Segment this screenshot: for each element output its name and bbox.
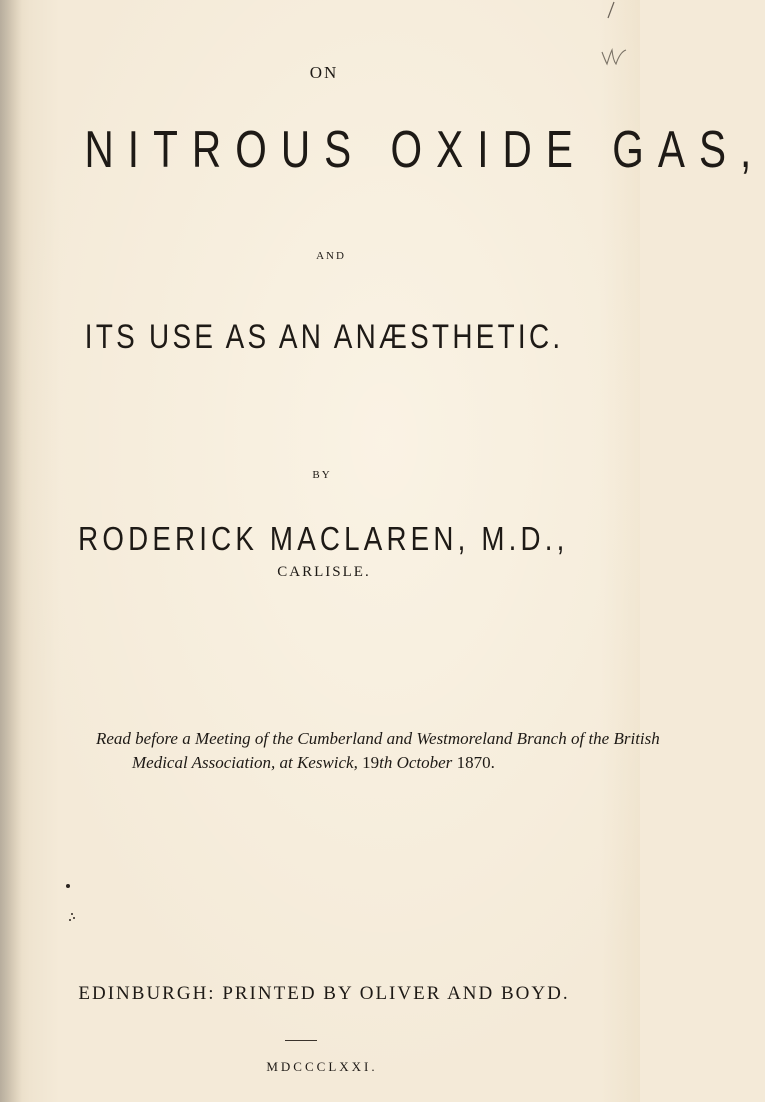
read-note-line-2 [96,751,626,775]
read-note-year: 1870. [456,753,495,772]
publication-date: MDCCCLXXI. [266,1059,378,1074]
read-note-ordinal: th [379,753,393,772]
read-note-day: 19 [362,753,380,772]
read-note-line-1: Read before a Meeting of the Cumberland and Westmoreland Branch of the British [96,729,660,748]
read-note-month: October [392,753,457,772]
ink-speck [71,913,73,915]
main-title: NITROUS OXIDE GAS, [84,121,765,179]
subtitle: ITS USE AS AN ANÆSTHETIC. [84,318,564,356]
ink-speck [66,884,70,888]
preposition-on: ON [309,63,339,82]
ink-speck [69,919,71,921]
printer-imprint: EDINBURGH: PRINTED BY OLIVER AND BOYD. [78,983,570,1004]
author-name: RODERICK MACLAREN, M.D., [78,520,569,557]
byline-by: BY [312,469,332,481]
ink-speck [73,917,75,919]
read-before-note [96,727,660,775]
read-note-association: Medical Association, at Keswick, [132,753,363,772]
divider-rule [285,1040,317,1041]
conjunction-and: AND [316,250,346,262]
author-location: CARLISLE. [277,564,371,580]
spine-shadow [0,0,22,1102]
